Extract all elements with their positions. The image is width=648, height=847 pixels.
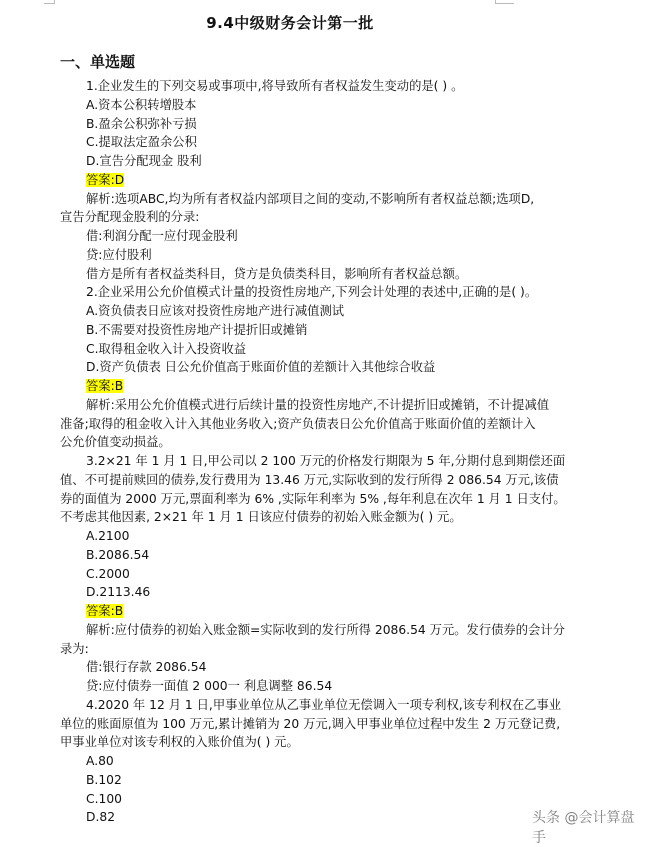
line-text: B.102	[86, 772, 122, 787]
line-text: 贷:应付股利	[86, 247, 152, 262]
line-text: 借:利润分配一应付现金股利	[86, 229, 238, 243]
line-text: D.2113.46	[86, 585, 151, 600]
text-line	[60, 77, 500, 96]
text-line	[60, 396, 550, 415]
line-text: 贷:应付债券一面值 2 000一 利息调整 86.54	[86, 679, 333, 693]
text-line	[60, 452, 566, 471]
line-text: A.资负债表日应该对投资性房地产进行减值测试	[86, 304, 345, 318]
text-line	[60, 658, 500, 677]
text-line	[60, 621, 565, 640]
line-text: D.宣告分配现金 股利	[86, 154, 202, 168]
line-text: 解析:选项ABC,均为所有者权益内部项目之间的变动,不影响所有者权益总额;选项D,	[86, 191, 535, 206]
text-line	[60, 302, 500, 321]
line-text: A.资本公积转增股本	[86, 97, 197, 112]
page-corner-mark-left	[44, 0, 55, 4]
text-line	[60, 490, 566, 509]
text-line	[60, 340, 500, 359]
text-line	[60, 265, 500, 284]
line-text: 甲事业单位对该专利权的入账价值为( ) 元。	[60, 735, 299, 750]
text-line	[60, 152, 500, 171]
text-line	[60, 321, 500, 340]
answer-label: 答案:B	[86, 604, 124, 618]
page-corner-mark-right	[495, 0, 514, 4]
document-body	[60, 77, 566, 827]
line-text: 单位的账面原值为 100 万元,累计摊销为 20 万元,调入甲事业单位过程中发生 2 万元登记费,	[60, 716, 561, 731]
line-text: A.80	[86, 754, 114, 768]
line-text: 4.2020 年 12 月 1 日,甲事业单位从乙事业单位无偿调入一项专利权,该专利权在乙事业	[86, 697, 562, 712]
text-line	[60, 96, 500, 115]
answer-label: 答案:B	[86, 379, 124, 393]
line-text: D.82	[86, 810, 116, 825]
line-text: C.100	[86, 791, 122, 806]
text-line	[60, 246, 500, 265]
line-text: C.提取法定盈余公积	[86, 135, 197, 150]
text-line	[60, 133, 500, 152]
text-line	[60, 715, 561, 734]
document-title: 9.4中级财务会计第一批	[206, 14, 374, 32]
text-line	[60, 565, 500, 584]
line-text: 3.2×21 年 1 月 1 日,甲公司以 2 100 万元的价格发行期限为 5 年,分期付息到期偿还面	[86, 454, 566, 468]
text-line	[60, 546, 500, 565]
line-text: 借方是所有者权益类科目，贷方是负债类科目，影响所有者权益总额。	[86, 266, 468, 281]
text-line	[60, 433, 500, 452]
line-text: C.2000	[86, 566, 130, 581]
answer-line	[60, 377, 500, 396]
answer-label: 答案:D	[86, 172, 125, 187]
line-text: 券的面值为 2000 万元,票面利率为 6% ,实际年利率为 5% ,每年利息在次年 1 月 1 日支付。	[60, 491, 566, 506]
line-text: 借:银行存款 2086.54	[86, 660, 207, 675]
text-line	[60, 208, 500, 227]
text-line	[60, 790, 500, 809]
answer-line	[60, 171, 500, 190]
text-line	[60, 283, 538, 302]
text-line	[60, 415, 536, 434]
text-line	[60, 471, 559, 490]
line-text: 2.企业采用公允价值模式计量的投资性房地产,下列会计处理的表述中,正确的是( )。	[86, 285, 538, 300]
line-text: D.资产负债表 日公允价值高于账面价值的差额计入其他综合收益	[86, 360, 436, 375]
section-heading: 一、单选题	[60, 53, 136, 71]
text-line	[60, 677, 500, 696]
line-text: C.取得租金收入计入投资收益	[86, 341, 247, 356]
watermark: 头条 @会计算盘手	[532, 810, 635, 846]
line-text: 值、不可提前赎回的债券,发行费用为 13.46 万元,实际收到的发行所得 2 086.54 万元,该债	[60, 472, 559, 487]
line-text: B.2086.54	[86, 547, 150, 562]
text-line	[60, 808, 500, 827]
text-line	[60, 527, 500, 546]
line-text: B.盈余公积弥补亏损	[86, 116, 197, 131]
line-text: 准备;取得的租金收入计入其他业务收入;资产负债表日公允价值高于账面价值的差额计入	[60, 416, 536, 431]
text-line	[60, 227, 500, 246]
text-line	[60, 640, 500, 659]
text-line	[60, 115, 500, 134]
text-line	[60, 696, 562, 715]
text-line	[60, 508, 500, 527]
line-text: 公允价值变动损益。	[60, 435, 171, 450]
line-text: 宣告分配现金股利的分录:	[60, 210, 200, 225]
line-text: B.不需要对投资性房地产计提折旧或摊销	[86, 322, 308, 337]
line-text: 1.企业发生的下列交易或事项中,将导致所有者权益发生变动的是( ) 。	[86, 79, 464, 93]
line-text: 解析:采用公允价值模式进行后续计量的投资性房地产,不计提折旧或摊销，不计提减值	[86, 397, 550, 412]
text-line	[60, 752, 500, 771]
text-line	[60, 190, 535, 209]
text-line	[60, 733, 500, 752]
line-text: 不考虑其他因素, 2×21 年 1 月 1 日该应付债券的初始入账金额为( ) 元。	[60, 510, 462, 525]
answer-line	[60, 602, 500, 621]
text-line	[60, 358, 500, 377]
text-line	[60, 583, 500, 602]
line-text: A.2100	[86, 529, 130, 543]
text-line	[60, 771, 500, 790]
line-text: 解析:应付债券的初始入账金额=实际收到的发行所得 2086.54 万元。发行债券的会计分	[86, 622, 565, 637]
line-text: 录为:	[60, 641, 89, 656]
